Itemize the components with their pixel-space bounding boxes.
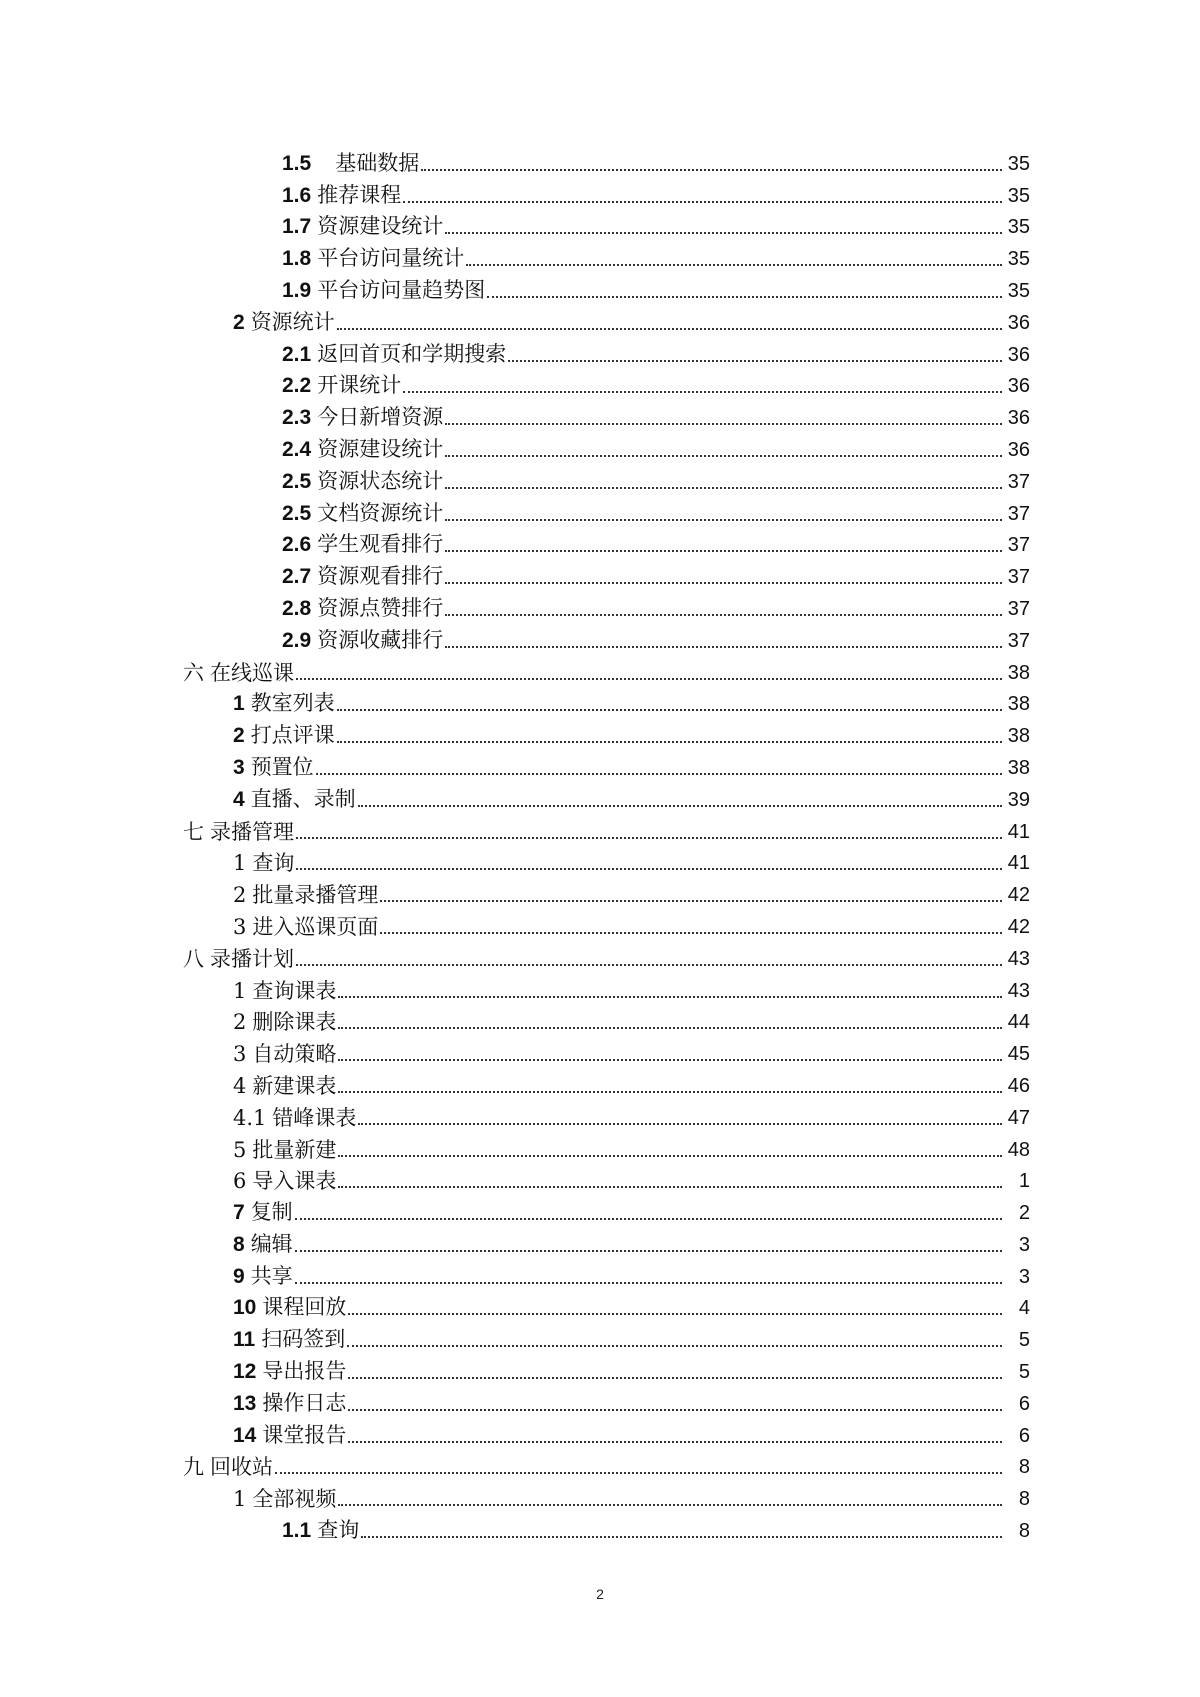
toc-entry-label — [282, 595, 443, 622]
toc-entry[interactable] — [0, 145, 1200, 177]
toc-entry[interactable] — [0, 463, 1200, 495]
toc-entry-title: 打点评课 — [250, 723, 335, 748]
toc-entry-title: 课程回放 — [262, 1295, 347, 1320]
toc-entry[interactable] — [0, 940, 1200, 972]
toc-entry-title: 在线巡课 — [210, 660, 294, 685]
toc-entry-page: 46 — [1007, 1074, 1030, 1097]
toc-dot-leader — [380, 932, 1002, 934]
toc-entry[interactable] — [0, 1480, 1200, 1512]
toc-dot-leader — [338, 1059, 1002, 1061]
toc-entry-label — [233, 1486, 336, 1512]
toc-entry-page: 35 — [1007, 184, 1030, 207]
toc-entry[interactable] — [0, 1258, 1200, 1290]
toc-entry-label — [233, 1137, 336, 1163]
toc-entry-page: 8 — [1018, 1456, 1030, 1479]
toc-entry-page: 41 — [1007, 820, 1030, 843]
toc-entry-label — [282, 277, 485, 304]
toc-entry-number: 2.5 — [282, 469, 312, 493]
toc-entry-title: 平台访问量统计 — [317, 246, 465, 271]
toc-entry-number: 2.6 — [282, 533, 312, 557]
toc-dot-leader — [337, 741, 1002, 743]
toc-entry[interactable] — [0, 399, 1200, 431]
toc-entry-page: 36 — [1007, 407, 1030, 430]
toc-dot-leader — [348, 1409, 1002, 1411]
toc-dot-leader — [295, 1250, 1002, 1252]
toc-entry-title: 扫码签到 — [261, 1327, 346, 1352]
toc-entry-page: 3 — [1018, 1265, 1030, 1288]
toc-entry[interactable] — [0, 749, 1200, 781]
toc-dot-leader — [445, 646, 1002, 648]
toc-entry-number: 1.7 — [282, 215, 312, 239]
toc-entry[interactable] — [0, 304, 1200, 336]
toc-entry-number: 六 — [183, 660, 204, 685]
toc-entry-page: 2 — [1018, 1202, 1030, 1225]
toc-entry[interactable] — [0, 717, 1200, 749]
toc-entry-page: 42 — [1007, 884, 1030, 907]
toc-entry-title: 录播管理 — [210, 819, 294, 844]
toc-entry-number: 5 — [233, 1137, 247, 1162]
toc-entry-number: 2.5 — [282, 501, 312, 525]
toc-entry-label — [282, 563, 443, 590]
toc-entry-label — [282, 436, 443, 463]
toc-entry-label — [282, 500, 443, 527]
toc-entry[interactable] — [0, 1512, 1200, 1544]
toc-entry[interactable] — [0, 272, 1200, 304]
toc-entry[interactable] — [0, 972, 1200, 1004]
toc-dot-leader — [445, 455, 1002, 457]
toc-entry-title: 返回首页和学期搜索 — [317, 341, 507, 366]
toc-dot-leader — [421, 169, 1002, 171]
toc-entry-number: 2.7 — [282, 565, 312, 589]
toc-entry-title: 共享 — [250, 1263, 293, 1288]
toc-dot-leader — [338, 1155, 1002, 1157]
toc-entry-title: 文档资源统计 — [317, 500, 444, 525]
toc-entry-title: 复制 — [250, 1200, 293, 1225]
toc-entry-number: 9 — [233, 1264, 245, 1288]
toc-entry-title: 自动策略 — [252, 1042, 337, 1067]
toc-dot-leader — [361, 1536, 1002, 1538]
toc-entry-page: 38 — [1007, 725, 1030, 748]
toc-dot-leader — [445, 614, 1002, 616]
toc-dot-leader — [487, 296, 1002, 298]
toc-entry-label — [282, 1517, 359, 1544]
toc-entry-page: 39 — [1007, 788, 1030, 811]
toc-entry-label — [233, 882, 378, 908]
toc-entry-label — [233, 1326, 345, 1353]
toc-entry-number: 七 — [183, 819, 204, 844]
toc-entry-label — [183, 660, 294, 686]
toc-entry-label — [282, 341, 506, 368]
toc-dot-leader — [348, 1377, 1002, 1379]
toc-entry-number: 10 — [233, 1296, 257, 1320]
toc-entry[interactable] — [0, 686, 1200, 718]
toc-entry-label — [282, 404, 443, 431]
toc-dot-leader — [316, 773, 1002, 775]
toc-entry-number: 13 — [233, 1391, 257, 1415]
toc-entry[interactable] — [0, 1449, 1200, 1481]
toc-entry-page: 37 — [1007, 534, 1030, 557]
toc-entry-title: 直播、录制 — [250, 786, 356, 811]
toc-dot-leader — [338, 1091, 1002, 1093]
toc-entry-number: 2.9 — [282, 628, 312, 652]
toc-entry-title: 资源观看排行 — [317, 564, 444, 589]
toc-entry-label — [233, 1390, 346, 1417]
toc-entry-page: 36 — [1007, 438, 1030, 461]
toc-dot-leader — [358, 1123, 1002, 1125]
toc-entry-title: 回收站 — [210, 1455, 273, 1480]
toc-entry-page: 1 — [1018, 1170, 1030, 1193]
toc-entry-page: 5 — [1018, 1329, 1030, 1352]
toc-entry-page: 37 — [1007, 470, 1030, 493]
toc-entry-title: 资源点赞排行 — [317, 595, 444, 620]
toc-dot-leader — [445, 423, 1002, 425]
toc-entry-page: 43 — [1007, 947, 1030, 970]
toc-entry-number: 4 — [233, 787, 245, 811]
toc-entry[interactable] — [0, 876, 1200, 908]
toc-entry-title: 资源收藏排行 — [317, 627, 444, 652]
toc-dot-leader — [296, 964, 1002, 966]
toc-dot-leader — [295, 1218, 1002, 1220]
toc-entry-number: 1.9 — [282, 278, 312, 302]
toc-entry-number: 2.1 — [282, 342, 312, 366]
toc-entry-page: 38 — [1007, 693, 1030, 716]
toc-entry[interactable] — [0, 1035, 1200, 1067]
toc-entry-page: 48 — [1007, 1138, 1030, 1161]
toc-entry[interactable] — [0, 1163, 1200, 1195]
toc-entry-number: 1.6 — [282, 183, 312, 207]
toc-entry-label — [183, 946, 294, 972]
toc-entry-label — [233, 1041, 336, 1067]
toc-entry-page: 6 — [1018, 1392, 1030, 1415]
page-number: 2 — [596, 1586, 604, 1602]
toc-entry-page: 6 — [1018, 1424, 1030, 1447]
toc-entry[interactable] — [0, 495, 1200, 527]
toc-entry-page: 8 — [1018, 1520, 1030, 1543]
toc-entry-number: 2.3 — [282, 406, 312, 430]
toc-entry-page: 43 — [1007, 979, 1030, 1002]
toc-dot-leader — [508, 360, 1002, 362]
toc-entry-title: 资源建设统计 — [317, 214, 444, 239]
toc-entry-title: 推荐课程 — [317, 182, 402, 207]
toc-entry-number: 11 — [233, 1328, 256, 1352]
toc-entry[interactable] — [0, 1321, 1200, 1353]
toc-entry-title: 查询课表 — [252, 978, 337, 1003]
toc-entry-title: 全部视频 — [252, 1487, 337, 1512]
toc-entry-label — [282, 150, 419, 177]
toc-entry[interactable] — [0, 1226, 1200, 1258]
toc-entry-title: 查询 — [317, 1518, 360, 1543]
toc-dot-leader — [358, 805, 1002, 807]
toc-dot-leader — [338, 1186, 1002, 1188]
toc-entry-label — [233, 754, 314, 781]
toc-entry-number: 4.1 — [233, 1105, 267, 1130]
toc-entry-label — [233, 1422, 346, 1449]
toc-entry-label — [233, 1009, 336, 1035]
toc-dot-leader — [445, 487, 1002, 489]
toc-entry[interactable] — [0, 590, 1200, 622]
toc-entry-number: 2 — [233, 724, 245, 748]
toc-dot-leader — [348, 1313, 1002, 1315]
toc-dot-leader — [380, 900, 1002, 902]
toc-entry[interactable] — [0, 527, 1200, 559]
toc-dot-leader — [296, 678, 1002, 680]
table-of-contents — [0, 145, 1200, 1544]
toc-entry-title: 资源建设统计 — [317, 436, 444, 461]
toc-dot-leader — [403, 201, 1002, 203]
toc-entry-label — [282, 627, 443, 654]
toc-entry-number: 2 — [233, 1010, 247, 1035]
toc-entry-page: 38 — [1007, 661, 1030, 684]
toc-entry-label — [233, 1073, 336, 1099]
toc-entry-title: 学生观看排行 — [317, 532, 444, 557]
toc-entry-title: 编辑 — [250, 1231, 293, 1256]
toc-entry[interactable] — [0, 1290, 1200, 1322]
toc-entry-title: 录播计划 — [210, 946, 294, 971]
toc-entry[interactable] — [0, 1385, 1200, 1417]
toc-entry-page: 37 — [1007, 566, 1030, 589]
toc-entry-label — [233, 1263, 293, 1290]
toc-dot-leader — [348, 1441, 1002, 1443]
toc-entry-title: 课堂报告 — [262, 1422, 347, 1447]
toc-entry-page: 41 — [1007, 852, 1030, 875]
toc-entry-number: 1 — [233, 851, 247, 876]
toc-entry-number: 2 — [233, 883, 247, 908]
toc-entry[interactable] — [0, 1099, 1200, 1131]
toc-entry-title: 平台访问量趋势图 — [317, 277, 486, 302]
toc-entry-label — [233, 1294, 346, 1321]
toc-entry-title: 删除课表 — [252, 1010, 337, 1035]
toc-entry-number: 2 — [233, 310, 245, 334]
toc-dot-leader — [338, 996, 1002, 998]
toc-entry-label — [233, 1199, 293, 1226]
toc-entry-number: 2.8 — [282, 596, 312, 620]
toc-entry-page: 37 — [1007, 597, 1030, 620]
toc-dot-leader — [296, 837, 1002, 839]
toc-dot-leader — [337, 709, 1002, 711]
toc-entry[interactable] — [0, 368, 1200, 400]
toc-entry-title: 资源统计 — [250, 309, 335, 334]
toc-entry-title: 批量新建 — [252, 1137, 337, 1162]
toc-entry-number: 1 — [233, 692, 245, 716]
toc-entry-page: 35 — [1007, 248, 1030, 271]
toc-dot-leader — [347, 1345, 1002, 1347]
toc-entry-number: 14 — [233, 1423, 257, 1447]
toc-entry[interactable] — [0, 177, 1200, 209]
toc-entry-page: 4 — [1018, 1297, 1030, 1320]
toc-entry-page: 35 — [1007, 216, 1030, 239]
toc-entry[interactable] — [0, 845, 1200, 877]
toc-entry-number: 1 — [233, 1487, 247, 1512]
toc-entry[interactable] — [0, 622, 1200, 654]
toc-entry[interactable] — [0, 1353, 1200, 1385]
toc-entry-title: 资源状态统计 — [317, 468, 444, 493]
toc-entry-title: 批量录播管理 — [252, 883, 379, 908]
toc-entry-label — [233, 309, 335, 336]
toc-entry-page: 37 — [1007, 629, 1030, 652]
toc-entry-title: 导出报告 — [262, 1359, 347, 1384]
toc-entry-label — [183, 819, 294, 845]
toc-dot-leader — [295, 1282, 1002, 1284]
toc-dot-leader — [445, 550, 1002, 552]
toc-entry-number: 1 — [233, 978, 247, 1003]
toc-entry-number: 6 — [233, 1169, 247, 1194]
toc-entry-page: 5 — [1018, 1361, 1030, 1384]
toc-entry-number: 1.5 — [282, 151, 312, 175]
toc-dot-leader — [338, 1027, 1002, 1029]
toc-entry-label — [233, 786, 356, 813]
toc-entry-label — [282, 531, 443, 558]
toc-entry-label — [282, 213, 443, 240]
toc-entry-title: 进入巡课页面 — [252, 914, 379, 939]
toc-entry-label — [282, 245, 464, 272]
toc-entry-page: 35 — [1007, 152, 1030, 175]
toc-entry-title: 今日新增资源 — [317, 405, 444, 430]
toc-entry[interactable] — [0, 240, 1200, 272]
toc-entry-number: 4 — [233, 1073, 247, 1098]
toc-dot-leader — [466, 264, 1002, 266]
toc-dot-leader — [338, 1504, 1002, 1506]
toc-entry[interactable] — [0, 1417, 1200, 1449]
toc-dot-leader — [337, 328, 1002, 330]
toc-entry-page: 42 — [1007, 915, 1030, 938]
toc-entry-title: 教室列表 — [250, 691, 335, 716]
toc-entry-label — [233, 1168, 336, 1194]
toc-entry[interactable] — [0, 1131, 1200, 1163]
toc-entry-label — [233, 978, 336, 1004]
toc-entry-page: 45 — [1007, 1043, 1030, 1066]
toc-entry-number: 九 — [183, 1455, 204, 1480]
toc-entry-title: 预置位 — [250, 754, 314, 779]
toc-entry-page: 35 — [1007, 279, 1030, 302]
toc-dot-leader — [403, 391, 1002, 393]
toc-entry-label — [233, 850, 294, 876]
toc-entry-label — [233, 1105, 356, 1131]
toc-entry[interactable] — [0, 558, 1200, 590]
toc-entry[interactable] — [0, 209, 1200, 241]
toc-entry-number: 1.8 — [282, 247, 312, 271]
toc-entry-number: 7 — [233, 1201, 245, 1225]
toc-entry-page: 44 — [1007, 1011, 1030, 1034]
toc-entry[interactable] — [0, 431, 1200, 463]
toc-entry[interactable] — [0, 1067, 1200, 1099]
toc-entry-title: 导入课表 — [252, 1169, 337, 1194]
toc-entry-title: 基础数据 — [335, 150, 420, 175]
toc-entry-label — [233, 1231, 293, 1258]
toc-entry-number: 8 — [233, 1232, 245, 1256]
toc-entry[interactable] — [0, 654, 1200, 686]
toc-dot-leader — [445, 519, 1002, 521]
toc-entry-number: 3 — [233, 1042, 247, 1067]
toc-entry[interactable] — [0, 781, 1200, 813]
toc-dot-leader — [445, 582, 1002, 584]
toc-entry-number: 八 — [183, 946, 204, 971]
toc-entry-number: 2.2 — [282, 374, 312, 398]
toc-entry-title: 操作日志 — [262, 1390, 347, 1415]
toc-entry-title: 错峰课表 — [272, 1105, 357, 1130]
toc-entry[interactable] — [0, 908, 1200, 940]
toc-entry-label — [282, 372, 401, 399]
toc-entry-number: 1.1 — [282, 1519, 312, 1543]
toc-entry-number: 12 — [233, 1360, 257, 1384]
toc-entry-page: 38 — [1007, 756, 1030, 779]
toc-entry-page: 47 — [1007, 1106, 1030, 1129]
toc-entry-number: 3 — [233, 914, 247, 939]
toc-entry-title: 查询 — [252, 851, 295, 876]
toc-entry[interactable] — [0, 1194, 1200, 1226]
toc-entry-label — [233, 914, 378, 940]
toc-entry-page: 3 — [1018, 1233, 1030, 1256]
toc-entry[interactable] — [0, 336, 1200, 368]
toc-entry-label — [282, 468, 443, 495]
toc-entry-page: 36 — [1007, 343, 1030, 366]
toc-entry-label — [233, 722, 335, 749]
toc-entry-title: 新建课表 — [252, 1073, 337, 1098]
toc-entry-number: 2.4 — [282, 437, 312, 461]
toc-entry-page: 36 — [1007, 375, 1030, 398]
toc-entry-label — [233, 690, 335, 717]
toc-entry[interactable] — [0, 1004, 1200, 1036]
toc-entry[interactable] — [0, 813, 1200, 845]
toc-entry-label — [282, 182, 401, 209]
toc-dot-leader — [296, 868, 1002, 870]
toc-entry-title: 开课统计 — [317, 373, 402, 398]
toc-entry-page: 8 — [1018, 1488, 1030, 1511]
toc-entry-number: 3 — [233, 755, 245, 779]
toc-entry-label — [233, 1358, 346, 1385]
toc-entry-page: 36 — [1007, 311, 1030, 334]
toc-dot-leader — [445, 232, 1002, 234]
toc-entry-label — [183, 1454, 273, 1480]
toc-entry-page: 37 — [1007, 502, 1030, 525]
toc-dot-leader — [275, 1472, 1002, 1474]
